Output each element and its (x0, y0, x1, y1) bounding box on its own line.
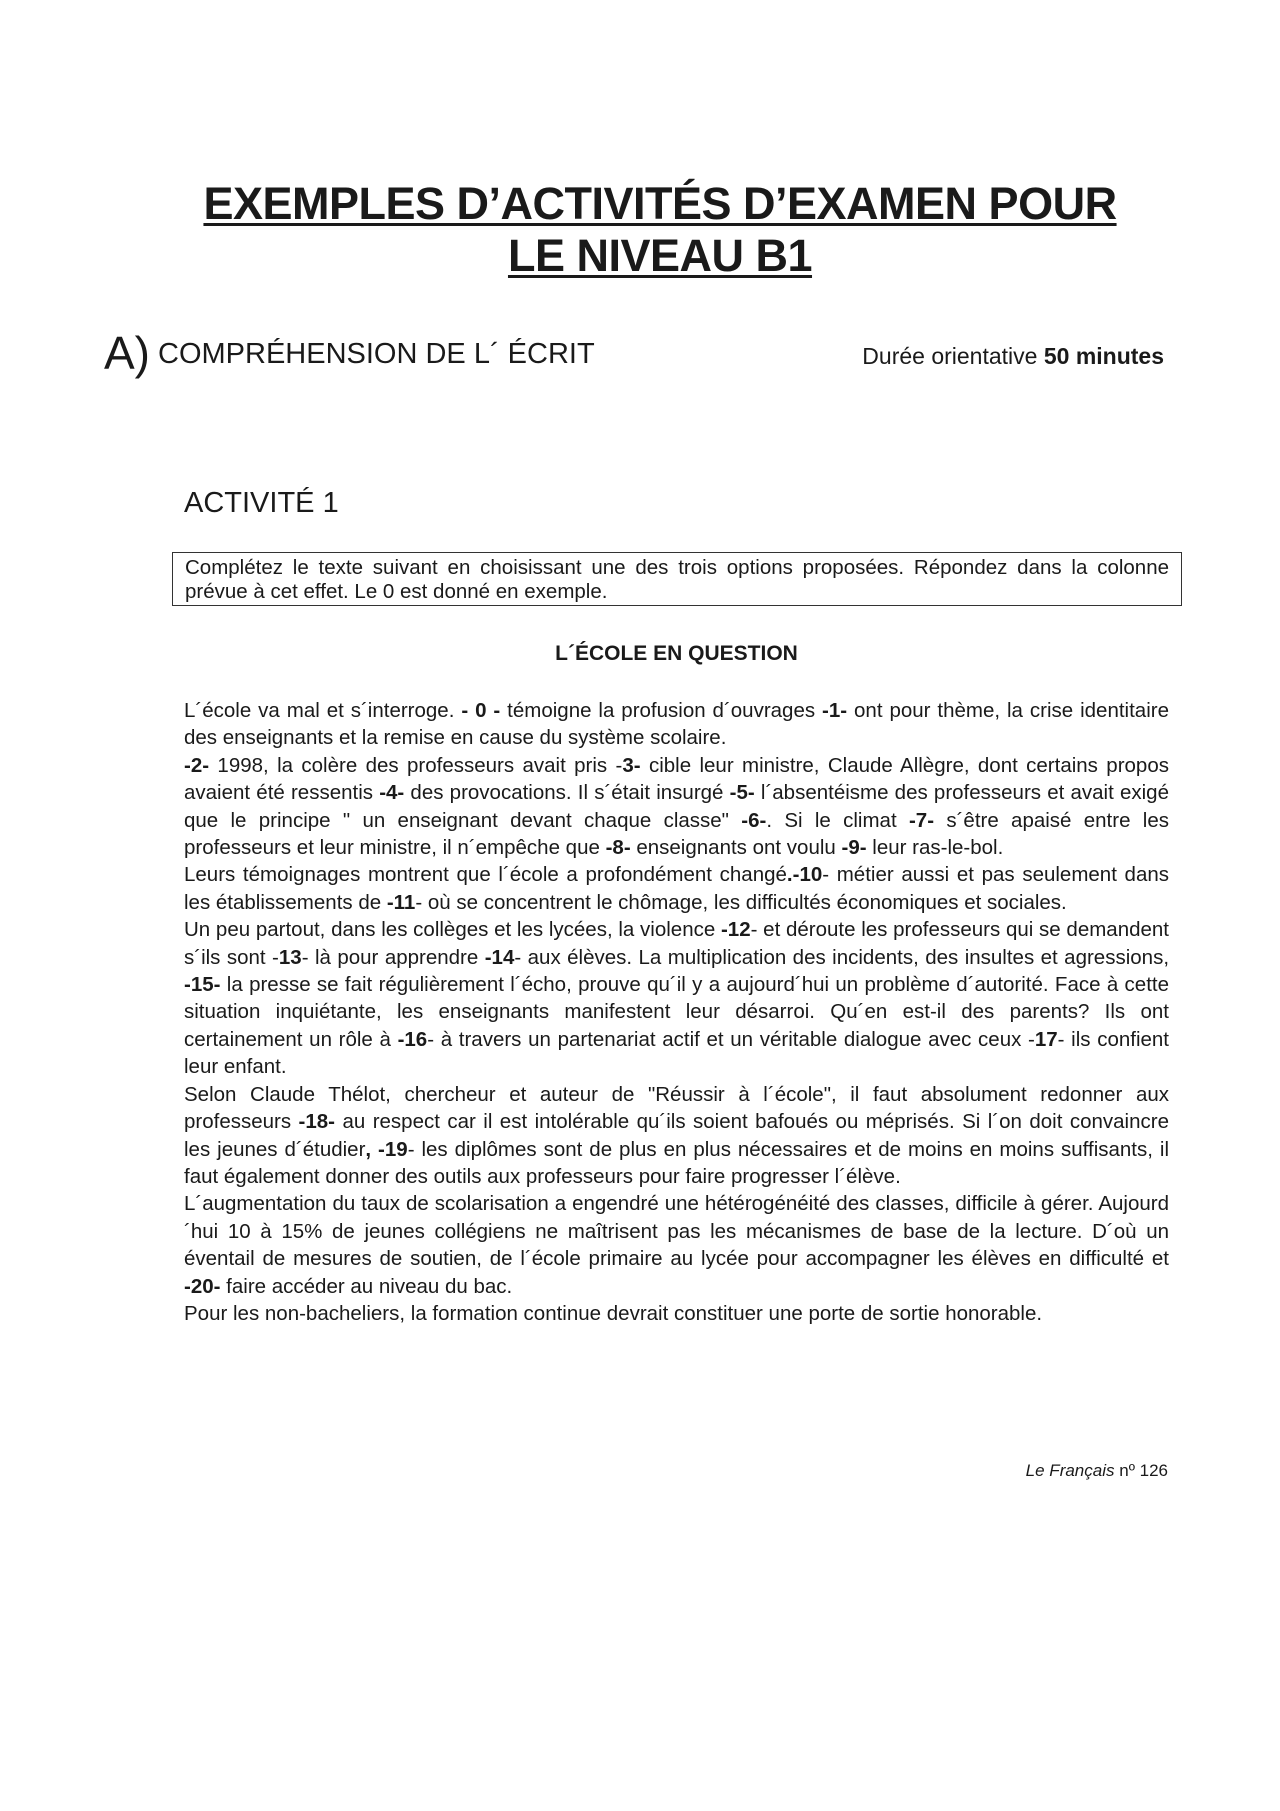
gap-marker: 3- (622, 753, 641, 777)
text-run: . Si le climat (766, 808, 909, 832)
source-issue: nº 126 (1119, 1461, 1168, 1480)
gap-marker: -11 (386, 890, 416, 914)
paragraph (184, 697, 1169, 752)
gap-marker: -7- (908, 808, 935, 832)
gap-marker: , -19 (365, 1137, 408, 1161)
text-run: cible leur ministre, Claude Allègre, dont certains propos avaient été ressentis (184, 753, 1169, 805)
text-run: - à travers un partenariat actif et un véritable dialogue avec ceux - (427, 1027, 1035, 1051)
text-run: Selon Claude Thélot, chercheur et auteur de "Réussir à l´école", il faut absolument redonner aux professeurs (184, 1082, 1169, 1134)
title-line-1: EXEMPLES D’ACTIVITÉS D’EXAMEN POUR (203, 178, 1117, 229)
gap-marker: .-10 (786, 863, 823, 887)
text-run: enseignants ont voulu (630, 836, 842, 860)
text-run: s´être apaisé entre les professeurs et leur ministre, il n´empêche que (184, 808, 1169, 860)
text-run: 1998, la colère des professeurs avait pris - (209, 753, 623, 777)
gap-marker: 13 (278, 945, 302, 969)
paragraph (184, 1081, 1169, 1191)
text-run: L´école va mal et s´interroge. (184, 699, 462, 722)
text-run: L´augmentation du taux de scolarisation a engendré une hétérogénéité des classes, difficile à gérer. Aujourd´hui 10 à 15% de jeunes collégiens ne maîtrisent pas les mécanismes de base de la lecture. D´où un éventail de mesures de soutien, de l´école primaire au lycée pour accompagner les élèves en difficulté et (184, 1192, 1169, 1271)
text-run: - aux élèves. La multiplication des incidents, des insultes et agressions, (514, 945, 1170, 969)
paragraph (184, 916, 1169, 1080)
duration-value: 50 minutes (1043, 343, 1164, 369)
document-title (180, 178, 1140, 282)
gap-marker: -14 (484, 945, 515, 969)
section-name: COMPRÉHENSION DE L´ ÉCRIT (158, 338, 595, 370)
gap-marker: 17 (1034, 1027, 1058, 1051)
gap-marker: -16 (397, 1027, 428, 1051)
title-line-2: LE NIVEAU B1 (507, 230, 813, 281)
gap-marker: -4- (379, 781, 405, 805)
text-run: Pour les non-bacheliers, la formation continue devrait constituer une porte de sortie honorable. (184, 1301, 1043, 1325)
text-run: l´absentéisme des professeurs et avait exigé que le principe " un enseignant devant chaque classe" (184, 781, 1169, 832)
section-letter: A) (104, 327, 150, 379)
source-publication: Le Français (1025, 1461, 1115, 1480)
duration-label: Durée orientative (862, 343, 1038, 369)
text-title: L´ÉCOLE EN QUESTION (555, 642, 798, 665)
text-run: la presse se fait régulièrement l´écho, prouve qu´il y a aujourd´hui un problème d´autorité. Face à cette situation inquiétante, les enseignants manifestent leur désarroi. Qu´en est-il des parents? Ils ont certainement un rôle à (184, 973, 1169, 1051)
paragraph (184, 1190, 1169, 1300)
instructions-box: Complétez le texte suivant en choisissant une des trois options proposées. Répondez dans la colonne prévue à cet effet. Le 0 est donné en exemple. (172, 552, 1182, 606)
text-run: faire accéder au niveau du bac. (220, 1274, 513, 1298)
gap-marker: -12 (720, 918, 751, 942)
text-run: Leurs témoignages montrent que l´école a profondément changé (184, 863, 787, 887)
gap-marker: -18- (298, 1110, 336, 1134)
text-run: Un peu partout, dans les collèges et les lycées, la violence (184, 918, 721, 942)
text-run: des provocations. Il s´était insurgé (404, 781, 730, 805)
text-run: - les diplômes sont de plus en plus nécessaires et de moins en moins suffisants, il faut également donner des outils aux professeurs pour faire progresser l´élève. (184, 1137, 1169, 1188)
text-run: - là pour apprendre (301, 945, 485, 969)
text-run: - ils confient leur enfant. (184, 1027, 1169, 1079)
gap-marker: -6- (741, 808, 767, 832)
text-run: leur ras-le-bol. (866, 836, 1004, 860)
text-run: - métier aussi et pas seulement dans les établissements de (184, 863, 1170, 914)
paragraph (184, 861, 1169, 916)
gap-marker: -5- (729, 781, 755, 805)
gap-marker: -20- (184, 1274, 221, 1298)
duration (862, 341, 1164, 371)
gap-marker: - 0 - (461, 699, 501, 722)
source-citation (1026, 1460, 1168, 1482)
gap-marker: -8- (605, 836, 631, 860)
body-text (184, 697, 1169, 1327)
paragraph (184, 752, 1169, 862)
gap-marker: -9- (841, 836, 867, 860)
section-header (104, 325, 1164, 381)
activity-label: ACTIVITÉ 1 (184, 487, 339, 519)
text-run: ont pour thème, la crise identitaire des enseignants et la remise en cause du système scolaire. (184, 699, 1169, 750)
gap-marker: -15- (184, 973, 221, 997)
text-run: - où se concentrent le chômage, les difficultés économiques et sociales. (415, 890, 1067, 914)
gap-marker: -1- (822, 699, 848, 722)
text-run: témoigne la profusion d´ouvrages (500, 699, 823, 722)
gap-marker: -2- (184, 753, 210, 777)
text-run: au respect car il est intolérable qu´ils soient bafoués ou méprisés. Si l´on doit convaincre les jeunes d´étudier (184, 1110, 1169, 1161)
paragraph (184, 1300, 1169, 1327)
text-run: - et déroute les professeurs qui se demandent s´ils sont - (184, 918, 1170, 969)
